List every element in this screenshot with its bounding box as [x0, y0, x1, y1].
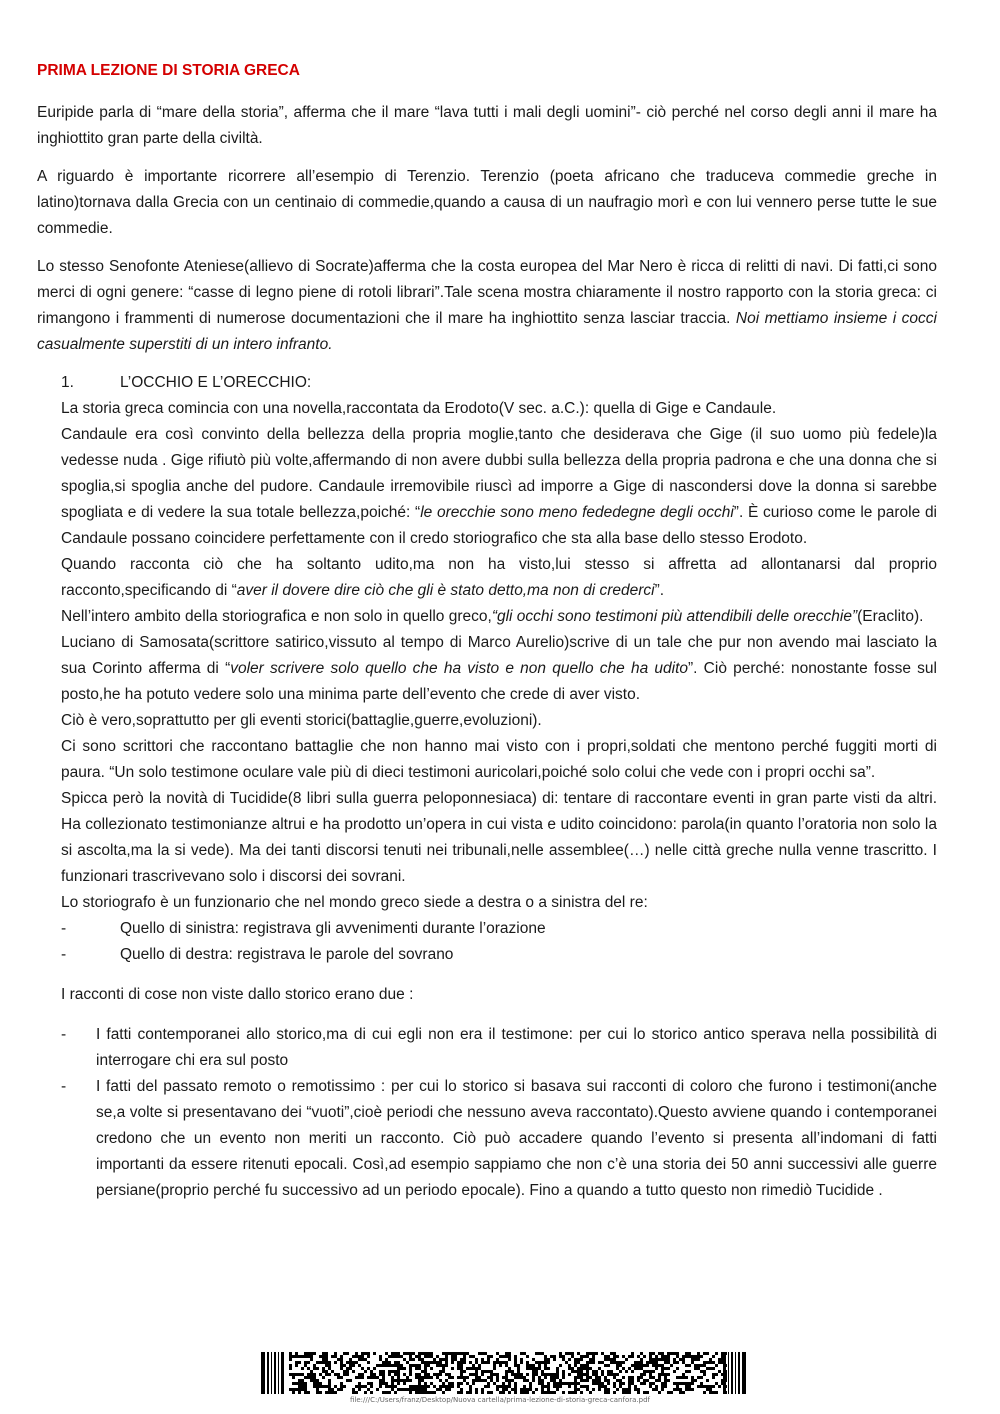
line-scrittori: Ci sono scrittori che raccontano battaglie che non hanno mai visto con i propri,soldati che mentono perché fuggiti morti di paura. “Un solo testimone oculare vale più di dieci testimoni auricolari,poiché solo colui che vede con i propri occhi sa”.: [61, 738, 937, 781]
section-heading: [61, 370, 937, 396]
list-item: [61, 1074, 937, 1204]
line-erodoto: La storia greca comincia con una novella,raccontata da Erodoto(V sec. a.C.): quella di Gige e Candaule.: [61, 400, 777, 417]
line-luciano-a: Luciano di Samosata(scrittore satirico,vissuto al tempo di Marco Aurelio)scrive di un tale che pur non avendo mai lasciato la sua Corinto afferma di “: [61, 634, 937, 677]
document-page: [37, 58, 937, 1204]
line-racconto-c: ”.: [654, 582, 665, 599]
line-candaule-c: ”. È curioso come le parole di Candaule possano coincidere perfettamente con il credo storiografico che sta alla base dello stesso Erodoto.: [61, 504, 938, 547]
list-item-text: Quello di destra: registrava le parole del sovrano: [120, 946, 454, 963]
paragraph-senofonte: [37, 254, 937, 358]
line-racconto-quote: aver il dovere dire ciò che gli è stato detto,ma non di crederci: [236, 582, 655, 599]
bullet-dash: -: [61, 946, 67, 963]
line-storiografo: Lo storiografo è un funzionario che nel mondo greco siede a destra o a sinistra del re:: [61, 894, 648, 911]
bullet-dash: -: [61, 1026, 67, 1043]
line-racconti-intro: I racconti di cose non viste dallo storico erano due :: [61, 986, 414, 1003]
barcode-image: [261, 1352, 748, 1394]
line-eraclito-c: (Eraclito).: [857, 608, 924, 625]
section-number: 1.: [61, 374, 74, 391]
list-item-text: Quello di sinistra: registrava gli avvenimenti durante l’orazione: [120, 920, 546, 937]
list-item: [61, 916, 937, 942]
line-eraclito: [61, 604, 937, 630]
list-item-text: I fatti contemporanei allo storico,ma di cui egli non era il testimone: per cui lo storico antico sperava nella possibilità di interrogare chi era sul posto: [96, 1026, 937, 1069]
paragraph-senofonte-italic: Noi mettiamo insieme i cocci casualmente superstiti di un intero infranto.: [37, 310, 937, 353]
footer-file-path: file:///C:/Users/franz/Desktop/Nuova cartella/prima-lezione-di-storia-greca-canfora.pdf: [350, 1396, 650, 1404]
line-racconto: [61, 552, 937, 604]
line-candaule-a: Candaule era così convinto della bellezza della propria moglie,tanto che desiderava che Gige (il suo uomo più fedele)la vedesse nuda . Gige rifiutò più volte,affermando di non avere dubbi sulla bellezza della propria padrona e che una donna che si spoglia,si spoglia anche del pudore. Candaule irremovibile riuscì ad imporre a Gige di nascondersi dove la donna si sarebbe spogliata e di vedere la sua totale bellezza,poiché: “: [61, 426, 937, 521]
paragraph-senofonte-text: Lo stesso Senofonte Ateniese(allievo di Socrate)afferma che la costa europea del Mar Nero è ricca di relitti di navi. Di fatti,ci sono merci di ogni genere: “casse di legno piene di rotoli librari”.Tale scena mostra chiaramente il nostro rapporto con la storia greca: ci rimangono i frammenti di numerose documentazioni che il mare ha inghiottito senza lasciar traccia.: [37, 258, 937, 327]
line-candaule: [61, 422, 937, 552]
bullet-dash: -: [61, 920, 67, 937]
line-eraclito-a: Nell’intero ambito della storiografica e non solo in quello greco,: [61, 608, 492, 625]
line-luciano-c: ”. Ciò perché: nonostante fosse sul posto,he ha potuto vedere solo una minima parte dell’evento che crede di aver visto.: [61, 660, 937, 703]
spacer: [37, 1008, 937, 1022]
document-title: PRIMA LEZIONE DI STORIA GRECA: [37, 62, 300, 79]
line-racconto-a: Quando racconta ciò che ha soltanto udito,ma non ha visto,lui stesso si affretta ad allontanarsi dal proprio racconto,specificando di “: [61, 556, 937, 599]
spacer: [37, 968, 937, 982]
section-body: [61, 396, 937, 916]
line-eventi: Ciò è vero,soprattutto per gli eventi storici(battaglie,guerre,evoluzioni).: [61, 712, 542, 729]
line-candaule-quote: le orecchie sono meno fededegne degli occhi: [420, 504, 734, 521]
line-eraclito-quote: “gli occhi sono testimoni più attendibili delle orecchie”: [491, 608, 858, 625]
list-item: [61, 1022, 937, 1074]
list-item: [61, 942, 937, 968]
line-tucidide: Spicca però la novità di Tucidide(8 libri sulla guerra peloponnesiaca) di: tentare di raccontare eventi in gran parte visti da altri. Ha collezionato testimonianze altrui e ha prodotto un’opera in cui vista e udito coincidono: parola(in quanto l’oratoria non solo la si ascolta,ma la si vede). Ma dei tanti discorsi tenuti nei tribunali,nelle assemblee(…) nelle città greche nulla venne trascritto. I funzionari trascrivevano solo i discorsi dei sovrani.: [61, 790, 937, 885]
paragraph-terenzio: A riguardo è importante ricorrere all’esempio di Terenzio. Terenzio (poeta africano che traduceva commedie greche in latino)tornava dalla Grecia con un centinaio di commedie,quando a causa di un naufragio morì e con lui vennero perse tutte le sue commedie.: [37, 168, 937, 237]
section-title: L’OCCHIO E L’ORECCHIO:: [120, 374, 312, 391]
bullet-dash: -: [61, 1078, 67, 1095]
paragraph-euripide: Euripide parla di “mare della storia”, afferma che il mare “lava tutti i mali degli uomini”- ciò perché nel corso degli anni il mare ha inghiottito gran parte della civiltà.: [37, 104, 937, 147]
list-item-text: I fatti del passato remoto o remotissimo : per cui lo storico si basava sui racconti di coloro che furono i testimoni(anche se,a volte si presentavano dei “vuoti”,cioè periodi che nessuno aveva raccontato).Questo avviene quando i contemporanei credono che un evento non meriti un racconto. Ciò può accadere quando l’evento si presenta all’indomani di fatti importanti da essere ritenuti epocali. Così,ad esempio sappiamo che non c’è una storia dei 50 anni successivi alle guerre persiane(proprio perché fu successivo ad un periodo epocale). Fino a quando a tutto questo non rimediò Tucidide .: [96, 1078, 937, 1199]
line-luciano: [61, 630, 937, 708]
line-luciano-quote: voler scrivere solo quello che ha visto e non quello che ha udito: [230, 660, 689, 677]
